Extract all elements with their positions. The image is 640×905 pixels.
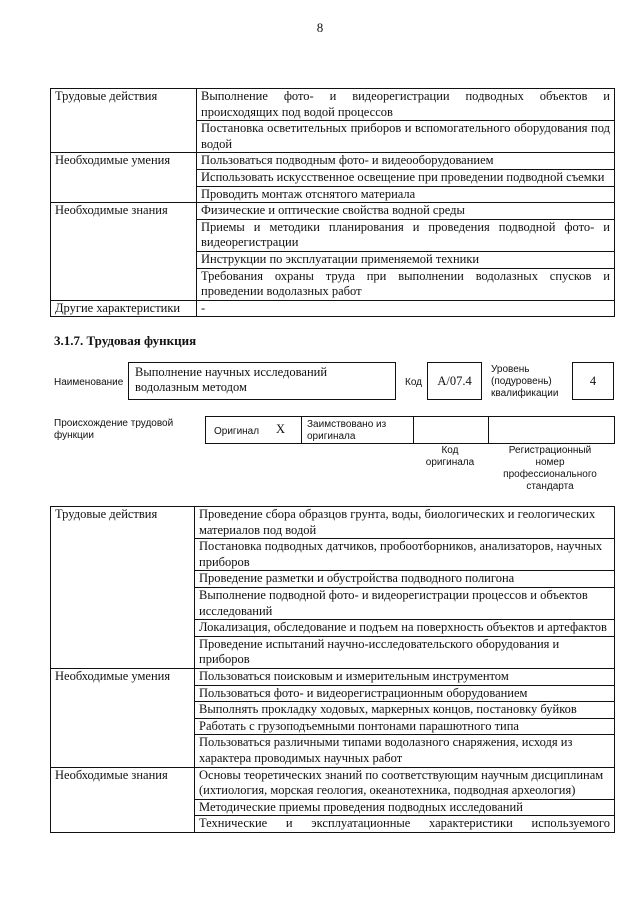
table-row (51, 767, 615, 799)
page-number: 8 (316, 20, 324, 35)
item-cell: Постановка осветительных приборов и вспомогательного оборудования под водой (197, 121, 615, 153)
item-cell: Физические и оптические свойства водной среды (197, 203, 615, 220)
name-label: Наименование (54, 377, 124, 388)
item-cell: Постановка подводных датчиков, пробоотборников, анализаторов, научных приборов (195, 539, 615, 571)
category-cell: Трудовые действия (51, 89, 197, 153)
item-cell: - (197, 300, 615, 317)
item-cell: Выполнение фото- и видеорегистрации подводных объектов и происходящих под водой процессов (197, 89, 615, 121)
origin-label: Происхождение трудовой функции (54, 418, 174, 441)
table-row (51, 300, 615, 317)
item-cell: Пользоваться фото- и видеорегистрационным оборудованием (195, 685, 615, 702)
item-cell: Работать с грузоподъемными понтонами парашютного типа (195, 718, 615, 735)
level-label: Уровень (подуровень) квалификации (491, 364, 559, 399)
code-value-box (427, 362, 482, 400)
item-cell: Пользоваться подводным фото- и видеооборудованием (197, 153, 615, 170)
item-cell: Требования охраны труда при выполнении водолазных спусков и проведении водолазных работ (197, 268, 615, 300)
table-row (51, 507, 615, 539)
item-cell: Проведение испытаний научно-исследовательского оборудования и приборов (195, 636, 615, 668)
item-cell: Выполнение подводной фото- и видеорегистрации процессов и объектов исследований (195, 587, 615, 619)
code-value: A/07.4 (437, 374, 472, 388)
item-cell: Приемы и методики планирования и проведения подводной фото- и видеорегистрации (197, 219, 615, 251)
table-row (51, 153, 615, 170)
item-cell: Локализация, обследование и подъем на поверхность объектов и артефактов (195, 620, 615, 637)
category-cell: Трудовые действия (51, 507, 195, 669)
item-cell: Использовать искусственное освещение при проведении подводной съемки (197, 169, 615, 186)
code-label: Код (405, 377, 423, 388)
borrowed-label: Заимствовано из оригинала (307, 419, 387, 442)
origin-boxes (205, 416, 615, 444)
category-cell: Необходимые умения (51, 153, 197, 203)
name-value-box (128, 362, 396, 400)
item-cell: Выполнять прокладку ходовых, маркерных концов, постановку буйков (195, 702, 615, 719)
name-value: Выполнение научных исследований водолазным методом (135, 365, 328, 394)
item-cell: Проведение разметки и обустройства подводного полигона (195, 571, 615, 588)
item-cell: Пользоваться поисковым и измерительным инструментом (195, 668, 615, 685)
labor-actions-table-1 (50, 88, 615, 317)
table-row (51, 668, 615, 685)
section-title: 3.1.7. Трудовая функция (54, 333, 197, 348)
divider (301, 417, 302, 443)
table-row (51, 203, 615, 220)
item-cell: Инструкции по эксплуатации применяемой техники (197, 251, 615, 268)
item-cell: Методические приемы проведения подводных исследований (195, 799, 615, 816)
item-cell: Технические и эксплуатационные характеристики используемого (195, 816, 615, 833)
code-original-caption: Код оригинала (425, 445, 475, 468)
level-value: 4 (589, 374, 597, 388)
labor-actions-table-2 (50, 506, 615, 833)
registration-number-caption: Регистрационный номер профессионального стандарта (503, 445, 597, 492)
item-cell: Пользоваться различными типами водолазного снаряжения, исходя из характера проводимых научных работ (195, 735, 615, 767)
category-cell: Необходимые умения (51, 668, 195, 767)
category-cell: Необходимые знания (51, 767, 195, 832)
item-cell: Проводить монтаж отснятого материала (197, 186, 615, 203)
divider (413, 417, 414, 443)
category-cell: Другие характеристики (51, 300, 197, 317)
divider (488, 417, 489, 443)
original-mark: X (276, 422, 286, 436)
item-cell: Проведение сбора образцов грунта, воды, биологических и геологических материалов под водой (195, 507, 615, 539)
item-cell: Основы теоретических знаний по соответствующим научным дисциплинам (ихтиология, морская геология, океанотехника, подводная археология) (195, 767, 615, 799)
original-label: Оригинал (214, 426, 260, 437)
table-row (51, 89, 615, 121)
level-value-box (572, 362, 614, 400)
category-cell: Необходимые знания (51, 203, 197, 301)
